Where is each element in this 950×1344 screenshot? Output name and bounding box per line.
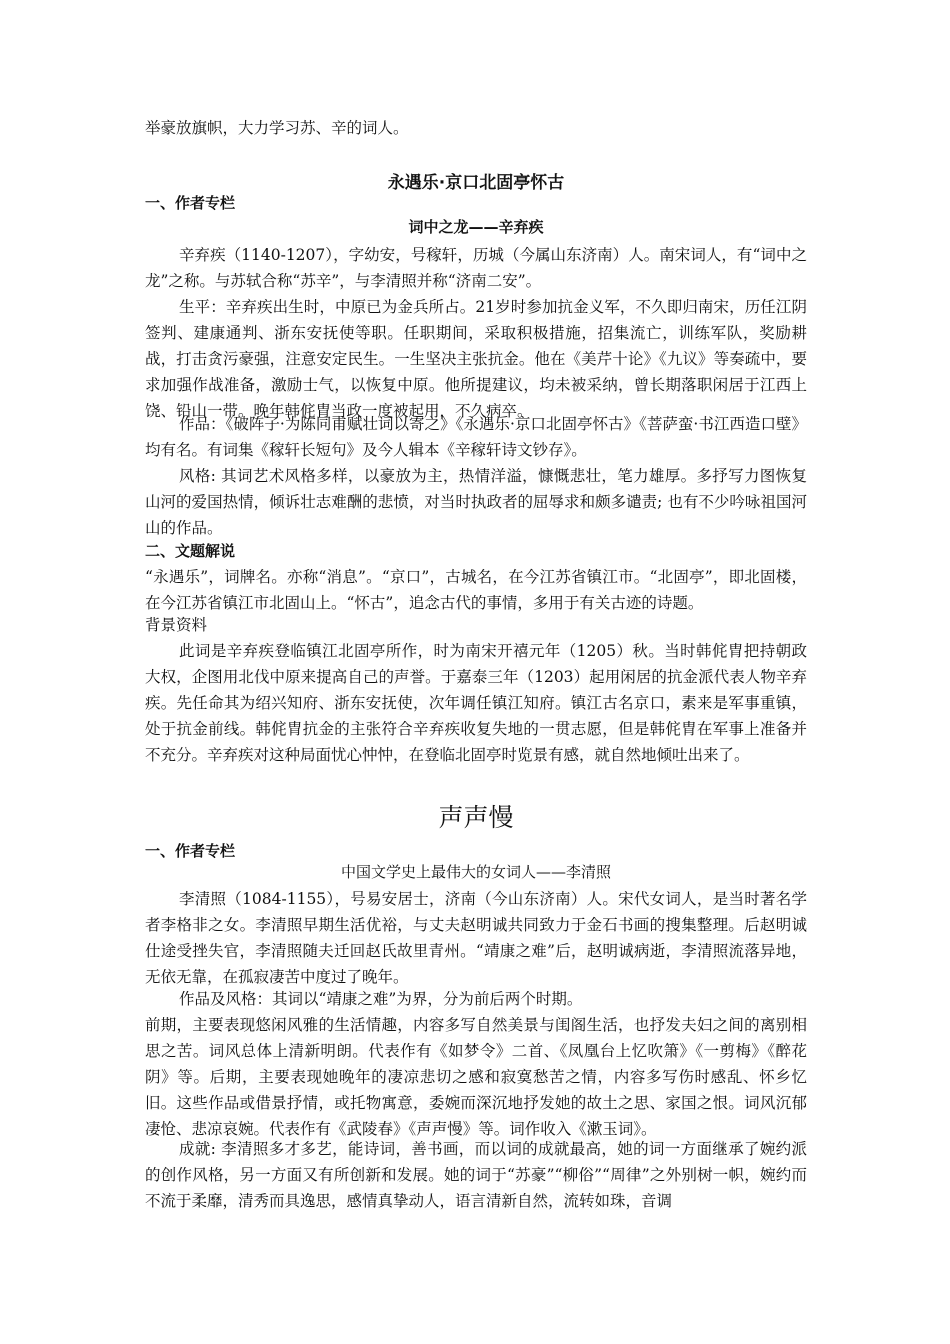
poem1-background-label: 背景资料 [145,616,208,634]
poem2-section1-heading: 一、作者专栏 [145,842,236,860]
poem2-title: 声声慢 [438,803,514,832]
poem1-section1-heading: 一、作者专栏 [145,194,236,212]
poem1-author-intro: 辛弃疾（1140-1207），字幼安，号稼轩，历城（今属山东济南）人。南宋词人，有“词中之龙”之称。与苏轼合称“苏辛”，与李清照并称“济南二安”。 [145,246,807,290]
poem1-title-explanation: “永遇乐”，词牌名。亦称“消息”。“京口”，古城名，在今江苏省镇江市。“北固亭”，即北固楼，在今江苏省镇江市北固山上。“怀古”，追念古代的事情，多用于有关古迹的诗题。 [145,568,807,612]
poem2-works-intro: 作品及风格：其词以“靖康之难”为界，分为前后两个时期。 [179,990,583,1008]
poem1-title: 永遇乐·京口北固亭怀古 [387,173,565,193]
poem1-author-life: 生平：辛弃疾出生时，中原已为金兵所占。21岁时参加抗金义军，不久即归南宋，历任江阴签判、建康通判、浙东安抚使等职。任职期间，采取积极措施，招集流亡，训练军队，奖励耕战，打击贪污豪强，注意安定民生。一生坚决主张抗金。他在《美芹十论》《九议》等奏疏中，要求加强作战准备，激励士气，以恢复中原。他所提建议，均未被采纳，曾长期落职闲居于江西上饶、铅山一带。晚年韩侂胄当政一度被起用，不久病卒。 [145,298,807,420]
poem2-achievement: 成就: 李清照多才多艺，能诗词，善书画，而以词的成就最高，她的词一方面继承了婉约派的创作风格，另一方面又有所创新和发展。她的词于“苏豪”“柳俗”“周律”之外别树一帜，婉约而不流于柔靡，清秀而具逸思，感情真挚动人，语言清新自然，流转如珠，音调 [145,1140,807,1210]
poem1-author-style: 风格: 其词艺术风格多样，以豪放为主，热情洋溢，慷慨悲壮，笔力雄厚。多抒写力图恢复山河的爱国热情，倾诉壮志难酬的悲愤，对当时执政者的屈辱求和颇多谴责; 也有不少吟咏祖国河山的作品。 [145,467,807,537]
poem2-author-subtitle: 中国文学史上最伟大的女词人——李清照 [340,863,611,881]
intro-tail-paragraph: 举豪放旗帜，大力学习苏、辛的词人。 [145,119,409,137]
poem1-section2-heading: 二、文题解说 [145,542,236,560]
poem1-author-works: 作品：《破阵子·为陈同甫赋壮词以寄之》《永遇乐·京口北固亭怀古》《菩萨蛮·书江西造口壁》均有名。有词集《稼轩长短句》及今人辑本《辛稼轩诗文钞存》。 [145,415,807,459]
poem2-author-intro: 李清照（1084-1155），号易安居士，济南（今山东济南）人。宋代女词人，是当时著名学者李格非之女。李清照早期生活优裕，与丈夫赵明诚共同致力于金石书画的搜集整理。后赵明诚仕途受挫失官，李清照随夫迁回赵氏故里青州。“靖康之难”后，赵明诚病逝，李清照流落异地，无依无靠，在孤寂凄苦中度过了晚年。 [145,890,807,986]
poem2-works-periods: 前期，主要表现悠闲风雅的生活情趣，内容多写自然美景与闺阁生活，也抒发夫妇之间的离别相思之苦。词风总体上清新明朗。代表作有《如梦令》二首、《凤凰台上忆吹箫》《一剪梅》《醉花阴》等。后期，主要表现她晚年的凄凉悲切之感和寂寞愁苦之情，内容多写伤时感乱、怀乡忆旧。这些作品或借景抒情，或托物寓意，委婉而深沉地抒发她的故土之思、家国之恨。词风沉郁凄怆、悲凉哀婉。代表作有《武陵春》《声声慢》等。词作收入《漱玉词》。 [145,1016,807,1138]
poem1-author-subtitle: 词中之龙——辛弃疾 [408,218,544,236]
poem1-background-text: 此词是辛弃疾登临镇江北固亭所作，时为南宋开禧元年（1205）秋。当时韩侂胄把持朝政大权，企图用北伐中原来提高自己的声誉。于嘉泰三年（1203）起用闲居的抗金派代表人物辛弃疾。先任命其为绍兴知府、浙东安抚使，次年调任镇江知府。镇江古名京口，素来是军事重镇，处于抗金前线。韩侂胄抗金的主张符合辛弃疾收复失地的一贯志愿，但是韩侂胄在军事上准备并不充分。辛弃疾对这种局面忧心忡忡，在登临北固亭时览景有感，就自然地倾吐出来了。 [145,642,807,764]
